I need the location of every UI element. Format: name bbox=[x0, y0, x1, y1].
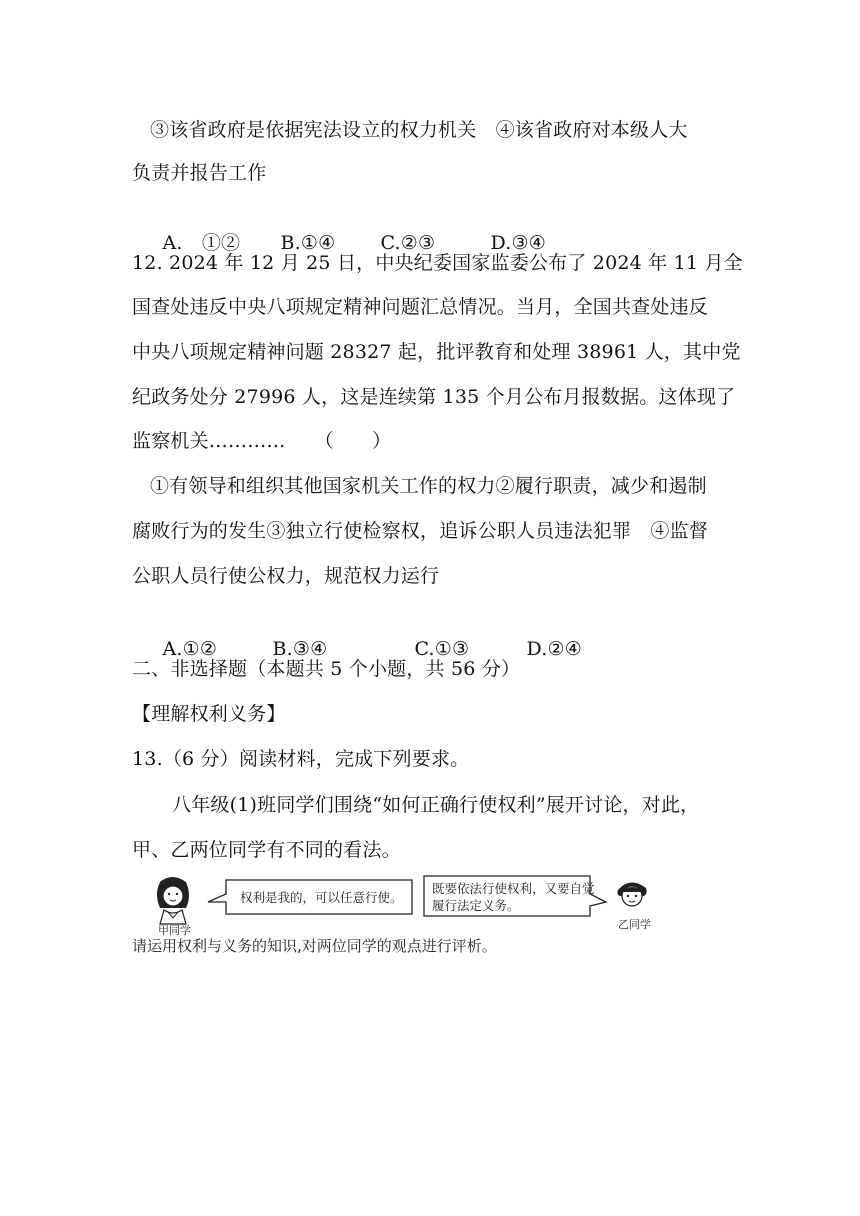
q12-choice-d[interactable]: D.②④ bbox=[526, 638, 582, 660]
q12-choice-b[interactable]: B.③④ bbox=[272, 638, 328, 660]
q12-stem-line-3: 中央八项规定精神问题 28327 起，批评教育和处理 38961 人，其中党 bbox=[132, 341, 741, 363]
q12-choices bbox=[150, 610, 582, 662]
boy-student-icon bbox=[617, 882, 646, 906]
q12-stem-line-4: 纪政务处分 27996 人，这是连续第 135 个月公布月报数据。这体现了 bbox=[132, 386, 736, 408]
right-bubble-text-line-1: 既要依法行使权利，又要自觉 bbox=[432, 881, 595, 896]
left-bubble-text: 权利是我的，可以任意行使。 bbox=[240, 890, 403, 905]
section-subheading: 【理解权利义务】 bbox=[132, 703, 286, 725]
q12-option-line-2: 腐败行为的发生③独立行使检察权，追诉公职人员违法犯罪 ④监督 bbox=[132, 520, 709, 542]
q12-stem-line-1: 12. 2024 年 12 月 25 日，中央纪委国家监委公布了 2024 年 11 月全 bbox=[132, 252, 743, 274]
q12-stem-line-5: 监察机关………… （ ） bbox=[132, 430, 392, 452]
q11-choice-b[interactable]: B.①④ bbox=[280, 232, 336, 254]
q11-choice-d[interactable]: D.③④ bbox=[490, 232, 546, 254]
q13-instruction: 请运用权利与义务的知识,对两位同学的观点进行评析。 bbox=[132, 937, 497, 955]
q12-option-line-3: 公职人员行使公权力，规范权力运行 bbox=[132, 565, 440, 587]
q12-stem-line-2: 国查处违反中央八项规定精神问题汇总情况。当月，全国共查处违反 bbox=[132, 296, 709, 318]
q11-choice-a[interactable]: A. ①② bbox=[162, 232, 241, 254]
q11-choices bbox=[150, 204, 546, 256]
girl-student-icon bbox=[157, 877, 189, 924]
section-heading: 二、非选择题（本题共 5 个小题，共 56 分） bbox=[132, 658, 521, 680]
q11-option-line-2: 负责并报告工作 bbox=[132, 162, 267, 184]
q13-title: 13.（6 分）阅读材料，完成下列要求。 bbox=[132, 748, 470, 770]
right-bubble-text-line-2: 履行法定义务。 bbox=[432, 898, 520, 913]
q13-material-line-2: 甲、乙两位同学有不同的看法。 bbox=[132, 839, 401, 861]
q12-choice-c[interactable]: C.①③ bbox=[414, 638, 470, 660]
left-student-name: 甲同学 bbox=[158, 924, 191, 937]
q12-choice-a[interactable]: A.①② bbox=[162, 638, 218, 660]
q11-option-line-1: ③该省政府是依据宪法设立的权力机关 ④该省政府对本级人大 bbox=[150, 119, 688, 141]
right-student-name: 乙同学 bbox=[618, 918, 651, 931]
q12-option-line-1: ①有领导和组织其他国家机关工作的权力②履行职责，减少和遏制 bbox=[150, 475, 707, 497]
q11-choice-c[interactable]: C.②③ bbox=[380, 232, 436, 254]
q13-material-line-1: 八年级(1)班同学们围绕“如何正确行使权利”展开讨论，对此， bbox=[172, 794, 700, 816]
